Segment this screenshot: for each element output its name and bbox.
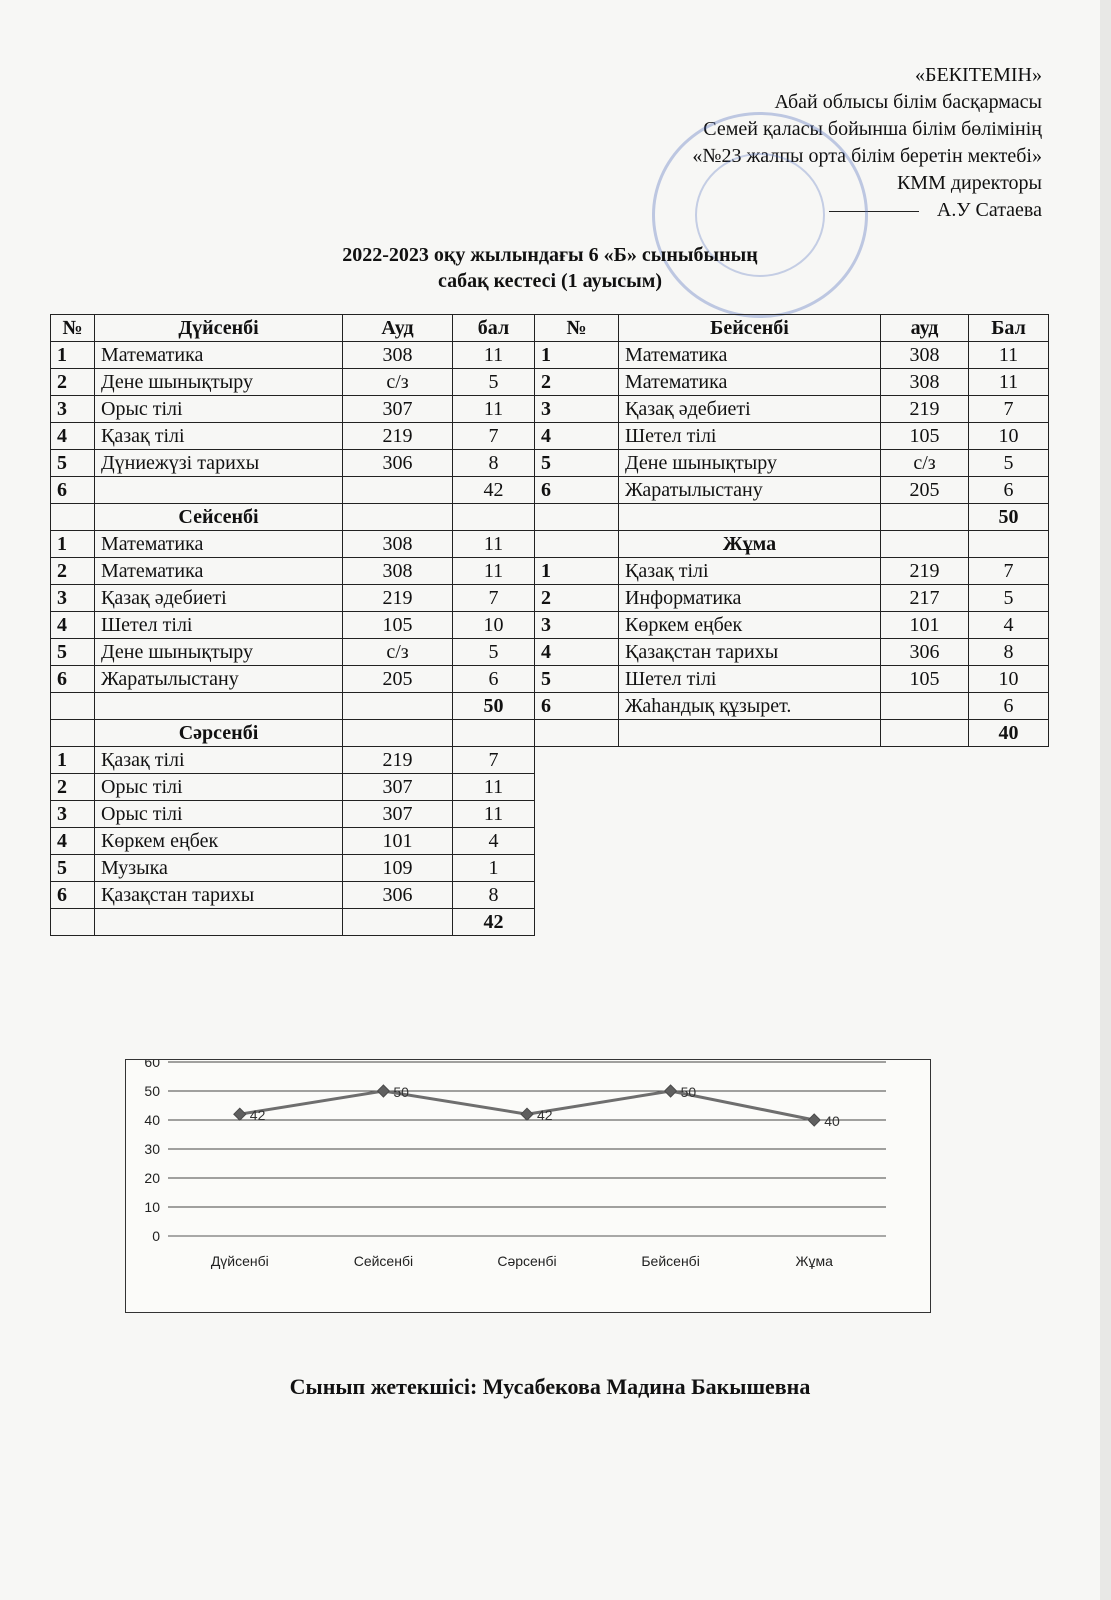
room: 219 bbox=[881, 396, 969, 423]
table-row bbox=[535, 558, 1049, 585]
signatory-name: А.У Сатаева bbox=[936, 199, 1042, 221]
empty-cell bbox=[343, 909, 453, 936]
table-row bbox=[51, 639, 535, 666]
lesson-number: 3 bbox=[51, 801, 95, 828]
subject: Қазақ тілі bbox=[95, 423, 343, 450]
subject: Қазақстан тарихы bbox=[619, 639, 881, 666]
lesson-number: 6 bbox=[51, 882, 95, 909]
points: 7 bbox=[969, 396, 1049, 423]
table-row bbox=[535, 639, 1049, 666]
lesson-number: 6 bbox=[51, 666, 95, 693]
empty-cell bbox=[343, 504, 453, 531]
subject: Шетел тілі bbox=[619, 423, 881, 450]
x-tick-label: Дүйсенбі bbox=[210, 1253, 269, 1269]
empty-cell bbox=[453, 504, 535, 531]
lesson-number: 1 bbox=[51, 531, 95, 558]
subject bbox=[95, 477, 343, 504]
y-tick-label: 40 bbox=[144, 1112, 160, 1128]
header-day: Бейсенбі bbox=[619, 315, 881, 342]
points: 11 bbox=[969, 369, 1049, 396]
room: 219 bbox=[343, 423, 453, 450]
lesson-number: 2 bbox=[51, 558, 95, 585]
document-subtitle: сабақ кестесі (1 ауысым) bbox=[437, 270, 663, 292]
y-tick-label: 60 bbox=[144, 1060, 160, 1070]
subject: Қазақ әдебиеті bbox=[619, 396, 881, 423]
table-row bbox=[535, 423, 1049, 450]
data-label: 50 bbox=[680, 1084, 697, 1100]
approval-line: Семей қаласы бойынша білім бөлімінің bbox=[703, 118, 1042, 140]
room: 101 bbox=[343, 828, 453, 855]
points: 6 bbox=[969, 693, 1049, 720]
points: 5 bbox=[453, 639, 535, 666]
lesson-number: 6 bbox=[535, 477, 619, 504]
empty-cell bbox=[51, 504, 95, 531]
table-row bbox=[535, 369, 1049, 396]
points: 7 bbox=[453, 423, 535, 450]
room bbox=[343, 477, 453, 504]
approval-line: КММ директоры bbox=[896, 172, 1042, 194]
room: 105 bbox=[343, 612, 453, 639]
room: 308 bbox=[343, 531, 453, 558]
room: с/з bbox=[881, 450, 969, 477]
points: 10 bbox=[453, 612, 535, 639]
header-day: Дүйсенбі bbox=[95, 315, 343, 342]
data-point bbox=[808, 1114, 820, 1126]
lesson-number: 6 bbox=[51, 477, 95, 504]
data-point bbox=[521, 1108, 533, 1120]
table-row bbox=[535, 477, 1049, 504]
empty-cell bbox=[619, 720, 881, 747]
points: 7 bbox=[453, 585, 535, 612]
data-point bbox=[665, 1085, 677, 1097]
total-row bbox=[535, 720, 1049, 747]
table-row bbox=[51, 801, 535, 828]
approval-line: «№23 жалпы орта білім беретін мектебі» bbox=[692, 145, 1042, 167]
chart-frame bbox=[125, 1059, 931, 1313]
class-teacher-line: Сынып жетекшісі: Мусабекова Мадина Бакышевна bbox=[289, 1374, 811, 1399]
subject: Математика bbox=[95, 531, 343, 558]
y-tick-label: 0 bbox=[152, 1228, 160, 1244]
points: 42 bbox=[453, 477, 535, 504]
table-row bbox=[51, 558, 535, 585]
table-row bbox=[535, 612, 1049, 639]
lesson-number: 5 bbox=[51, 855, 95, 882]
lesson-number: 3 bbox=[51, 585, 95, 612]
x-tick-label: Бейсенбі bbox=[641, 1253, 700, 1269]
lesson-number: 5 bbox=[51, 450, 95, 477]
y-tick-label: 10 bbox=[144, 1199, 160, 1215]
table-row bbox=[51, 477, 535, 504]
room: с/з bbox=[343, 369, 453, 396]
empty-cell bbox=[343, 720, 453, 747]
subject: Математика bbox=[95, 342, 343, 369]
empty-cell bbox=[51, 720, 95, 747]
table-row bbox=[535, 585, 1049, 612]
points: 8 bbox=[453, 882, 535, 909]
data-point bbox=[234, 1108, 246, 1120]
empty-cell bbox=[535, 531, 619, 558]
lesson-number: 6 bbox=[535, 693, 619, 720]
total-row bbox=[51, 909, 535, 936]
lesson-number: 1 bbox=[51, 747, 95, 774]
lesson-number: 2 bbox=[535, 369, 619, 396]
points: 8 bbox=[969, 639, 1049, 666]
subject: Қазақ тілі bbox=[95, 747, 343, 774]
lesson-number: 4 bbox=[51, 828, 95, 855]
table-row bbox=[535, 693, 1049, 720]
room: 219 bbox=[343, 747, 453, 774]
header-points: Бал bbox=[969, 315, 1049, 342]
room: 219 bbox=[881, 558, 969, 585]
lesson-number: 1 bbox=[535, 558, 619, 585]
subject: Жаратылыстану bbox=[95, 666, 343, 693]
room: 101 bbox=[881, 612, 969, 639]
data-label: 40 bbox=[824, 1113, 840, 1129]
total-points: 40 bbox=[969, 720, 1049, 747]
points: 11 bbox=[453, 531, 535, 558]
points: 4 bbox=[453, 828, 535, 855]
total-points: 42 bbox=[453, 909, 535, 936]
room: 109 bbox=[343, 855, 453, 882]
room: 306 bbox=[343, 882, 453, 909]
lesson-number: 3 bbox=[535, 396, 619, 423]
table-row bbox=[51, 342, 535, 369]
total-row bbox=[51, 693, 535, 720]
table-row bbox=[535, 396, 1049, 423]
points: 5 bbox=[453, 369, 535, 396]
subject: Орыс тілі bbox=[95, 801, 343, 828]
subject: Информатика bbox=[619, 585, 881, 612]
empty-cell bbox=[95, 909, 343, 936]
table-row bbox=[51, 882, 535, 909]
table-row bbox=[51, 396, 535, 423]
table-header-row bbox=[51, 315, 535, 342]
subject: Жаратылыстану bbox=[619, 477, 881, 504]
header-num: № bbox=[51, 315, 95, 342]
subject: Қазақстан тарихы bbox=[95, 882, 343, 909]
room: 308 bbox=[343, 558, 453, 585]
day-heading-row bbox=[51, 504, 535, 531]
points: 11 bbox=[453, 774, 535, 801]
room: 306 bbox=[343, 450, 453, 477]
approval-block bbox=[692, 62, 1042, 224]
x-tick-label: Сейсенбі bbox=[353, 1253, 414, 1269]
points: 6 bbox=[969, 477, 1049, 504]
points: 5 bbox=[969, 585, 1049, 612]
empty-cell bbox=[51, 909, 95, 936]
empty-cell bbox=[95, 693, 343, 720]
day-heading-row bbox=[51, 720, 535, 747]
subject: Дене шынықтыру bbox=[95, 639, 343, 666]
points: 5 bbox=[969, 450, 1049, 477]
subject: Шетел тілі bbox=[619, 666, 881, 693]
table-row bbox=[51, 369, 535, 396]
points: 11 bbox=[453, 342, 535, 369]
lesson-number: 4 bbox=[535, 639, 619, 666]
approval-line: Абай облысы білім басқармасы bbox=[774, 91, 1042, 113]
lesson-number: 4 bbox=[51, 612, 95, 639]
table-header-row bbox=[535, 315, 1049, 342]
subject: Математика bbox=[619, 342, 881, 369]
lesson-number: 5 bbox=[535, 666, 619, 693]
points: 8 bbox=[453, 450, 535, 477]
header-num: № bbox=[535, 315, 619, 342]
empty-cell bbox=[969, 531, 1049, 558]
day-heading-row bbox=[535, 531, 1049, 558]
room: 105 bbox=[881, 666, 969, 693]
signature-line bbox=[692, 197, 1042, 224]
room: 105 bbox=[881, 423, 969, 450]
empty-cell bbox=[881, 504, 969, 531]
table-row bbox=[535, 666, 1049, 693]
lesson-number: 2 bbox=[535, 585, 619, 612]
y-tick-label: 30 bbox=[144, 1141, 160, 1157]
table-row bbox=[535, 342, 1049, 369]
table-row bbox=[51, 450, 535, 477]
room: 308 bbox=[881, 369, 969, 396]
room bbox=[881, 693, 969, 720]
lesson-number: 3 bbox=[51, 396, 95, 423]
points: 7 bbox=[969, 558, 1049, 585]
table-row bbox=[51, 855, 535, 882]
room: 307 bbox=[343, 774, 453, 801]
empty-cell bbox=[881, 531, 969, 558]
signature-mark bbox=[829, 211, 919, 212]
y-tick-label: 20 bbox=[144, 1170, 160, 1186]
schedule-table-left bbox=[50, 314, 535, 936]
table-row bbox=[51, 423, 535, 450]
lesson-number: 4 bbox=[535, 423, 619, 450]
subject: Орыс тілі bbox=[95, 396, 343, 423]
day-name: Сейсенбі bbox=[95, 504, 343, 531]
empty-cell bbox=[881, 720, 969, 747]
room: с/з bbox=[343, 639, 453, 666]
subject: Музыка bbox=[95, 855, 343, 882]
data-label: 42 bbox=[537, 1107, 553, 1124]
empty-cell bbox=[453, 720, 535, 747]
subject: Математика bbox=[95, 558, 343, 585]
points: 11 bbox=[453, 558, 535, 585]
subject: Жаһандық құзырет. bbox=[619, 693, 881, 720]
points: 1 bbox=[453, 855, 535, 882]
room: 217 bbox=[881, 585, 969, 612]
subject: Дене шынықтыру bbox=[95, 369, 343, 396]
total-row bbox=[535, 504, 1049, 531]
lesson-number: 2 bbox=[51, 774, 95, 801]
points: 11 bbox=[453, 396, 535, 423]
lesson-number: 3 bbox=[535, 612, 619, 639]
lesson-number: 1 bbox=[51, 342, 95, 369]
table-row bbox=[51, 666, 535, 693]
lesson-number: 2 bbox=[51, 369, 95, 396]
data-label: 50 bbox=[393, 1084, 409, 1100]
room: 307 bbox=[343, 396, 453, 423]
subject: Орыс тілі bbox=[95, 774, 343, 801]
points: 7 bbox=[453, 747, 535, 774]
points: 10 bbox=[969, 666, 1049, 693]
data-point bbox=[377, 1085, 389, 1097]
total-points: 50 bbox=[969, 504, 1049, 531]
room: 306 bbox=[881, 639, 969, 666]
approval-line: «БЕКІТЕМІН» bbox=[914, 64, 1042, 86]
empty-cell bbox=[535, 720, 619, 747]
subject: Дүниежүзі тарихы bbox=[95, 450, 343, 477]
points: 6 bbox=[453, 666, 535, 693]
table-row bbox=[51, 585, 535, 612]
day-name: Жұма bbox=[619, 531, 881, 558]
table-row bbox=[51, 828, 535, 855]
lesson-number: 5 bbox=[51, 639, 95, 666]
schedule-table-right bbox=[534, 314, 1049, 747]
y-tick-label: 50 bbox=[144, 1083, 160, 1099]
day-name: Сәрсенбі bbox=[95, 720, 343, 747]
points: 10 bbox=[969, 423, 1049, 450]
room: 219 bbox=[343, 585, 453, 612]
header-room: Ауд bbox=[343, 315, 453, 342]
room: 308 bbox=[881, 342, 969, 369]
empty-cell bbox=[619, 504, 881, 531]
header-points: бал bbox=[453, 315, 535, 342]
empty-cell bbox=[51, 693, 95, 720]
table-row bbox=[51, 774, 535, 801]
subject: Дене шынықтыру bbox=[619, 450, 881, 477]
subject: Математика bbox=[619, 369, 881, 396]
room: 205 bbox=[881, 477, 969, 504]
points: 4 bbox=[969, 612, 1049, 639]
table-row bbox=[535, 450, 1049, 477]
line-chart bbox=[126, 1060, 930, 1312]
table-row bbox=[51, 747, 535, 774]
empty-cell bbox=[535, 504, 619, 531]
points: 11 bbox=[453, 801, 535, 828]
empty-cell bbox=[343, 693, 453, 720]
points: 11 bbox=[969, 342, 1049, 369]
lesson-number: 4 bbox=[51, 423, 95, 450]
table-row bbox=[51, 612, 535, 639]
header-room: ауд bbox=[881, 315, 969, 342]
document-title: 2022-2023 оқу жылындағы 6 «Б» сыныбының bbox=[342, 244, 758, 266]
x-tick-label: Жұма bbox=[795, 1253, 833, 1269]
subject: Шетел тілі bbox=[95, 612, 343, 639]
lesson-number: 5 bbox=[535, 450, 619, 477]
subject: Қазақ тілі bbox=[619, 558, 881, 585]
x-tick-label: Сәрсенбі bbox=[497, 1253, 557, 1269]
subject: Көркем еңбек bbox=[95, 828, 343, 855]
data-label: 42 bbox=[249, 1107, 266, 1124]
lesson-number: 1 bbox=[535, 342, 619, 369]
table-row bbox=[51, 531, 535, 558]
room: 307 bbox=[343, 801, 453, 828]
room: 205 bbox=[343, 666, 453, 693]
subject: Қазақ әдебиеті bbox=[95, 585, 343, 612]
total-points: 50 bbox=[453, 693, 535, 720]
room: 308 bbox=[343, 342, 453, 369]
subject: Көркем еңбек bbox=[619, 612, 881, 639]
